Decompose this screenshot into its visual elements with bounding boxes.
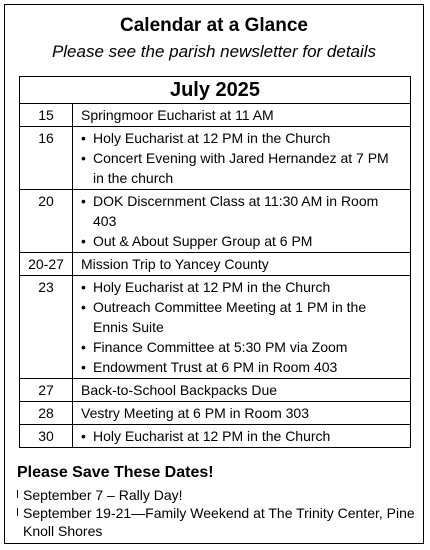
- row-date: 23: [20, 276, 73, 379]
- calendar-row: [20, 425, 411, 448]
- calendar-row: [20, 379, 411, 402]
- event-item: • Holy Eucharist at 12 PM in the Church: [81, 128, 402, 148]
- event-item: • Endowment Trust at 6 PM in Room 403: [81, 357, 402, 377]
- row-events: [73, 190, 411, 253]
- save-dates-list: [17, 486, 417, 540]
- event-text: Back-to-School Backpacks Due: [81, 382, 278, 398]
- row-events: [73, 127, 411, 190]
- event-text: Springmoor Eucharist at 11 AM: [81, 107, 274, 123]
- bullet-marker: [17, 490, 18, 498]
- calendar-row: [20, 127, 411, 190]
- save-dates-heading: Please Save These Dates!: [17, 464, 214, 481]
- save-date-item: [17, 486, 417, 504]
- page-subtitle: Please see the parish newsletter for details: [51, 42, 377, 61]
- event-item: • Out & About Supper Group at 6 PM: [81, 231, 402, 251]
- row-date: 27: [20, 379, 73, 402]
- event-list: [81, 191, 402, 251]
- row-date: 16: [20, 127, 73, 190]
- event-item: • Holy Eucharist at 12 PM in the Church: [81, 426, 402, 446]
- calendar-table: [19, 76, 411, 448]
- bullet-marker: [17, 508, 18, 516]
- event-item: • Concert Evening with Jared Hernandez at 7 PM in the church: [81, 148, 402, 188]
- row-events: [73, 276, 411, 379]
- calendar-row: [20, 402, 411, 425]
- save-date-item: [17, 504, 417, 540]
- calendar-row: [20, 253, 411, 276]
- save-date-text: September 19-21—Family Weekend at The Trinity Center, Pine Knoll Shores: [23, 505, 415, 539]
- save-date-text: September 7 – Rally Day!: [23, 487, 183, 503]
- event-item: • Holy Eucharist at 12 PM in the Church: [81, 277, 402, 297]
- event-item: • DOK Discernment Class at 11:30 AM in Room 403: [81, 191, 402, 231]
- month-heading: July 2025: [20, 77, 411, 104]
- event-text: Vestry Meeting at 6 PM in Room 303: [81, 405, 309, 421]
- row-date: 20: [20, 190, 73, 253]
- event-item: • Outreach Committee Meeting at 1 PM in the Ennis Suite: [81, 297, 402, 337]
- calendar-row: [20, 276, 411, 379]
- event-item: • Finance Committee at 5:30 PM via Zoom: [81, 337, 402, 357]
- row-date: 20-27: [20, 253, 73, 276]
- event-list: [81, 277, 402, 377]
- calendar-row: [20, 190, 411, 253]
- calendar-row: [20, 104, 411, 127]
- row-date: 30: [20, 425, 73, 448]
- row-events: [73, 402, 411, 425]
- row-events: [73, 253, 411, 276]
- event-list: [81, 426, 402, 446]
- calendar-body: [20, 104, 411, 448]
- row-events: [73, 425, 411, 448]
- row-events: [73, 104, 411, 127]
- event-text: Mission Trip to Yancey County: [81, 256, 269, 272]
- row-events: [73, 379, 411, 402]
- row-date: 28: [20, 402, 73, 425]
- calendar-flyer: [4, 4, 424, 544]
- event-list: [81, 128, 402, 188]
- row-date: 15: [20, 104, 73, 127]
- page-title: Calendar at a Glance: [120, 15, 308, 36]
